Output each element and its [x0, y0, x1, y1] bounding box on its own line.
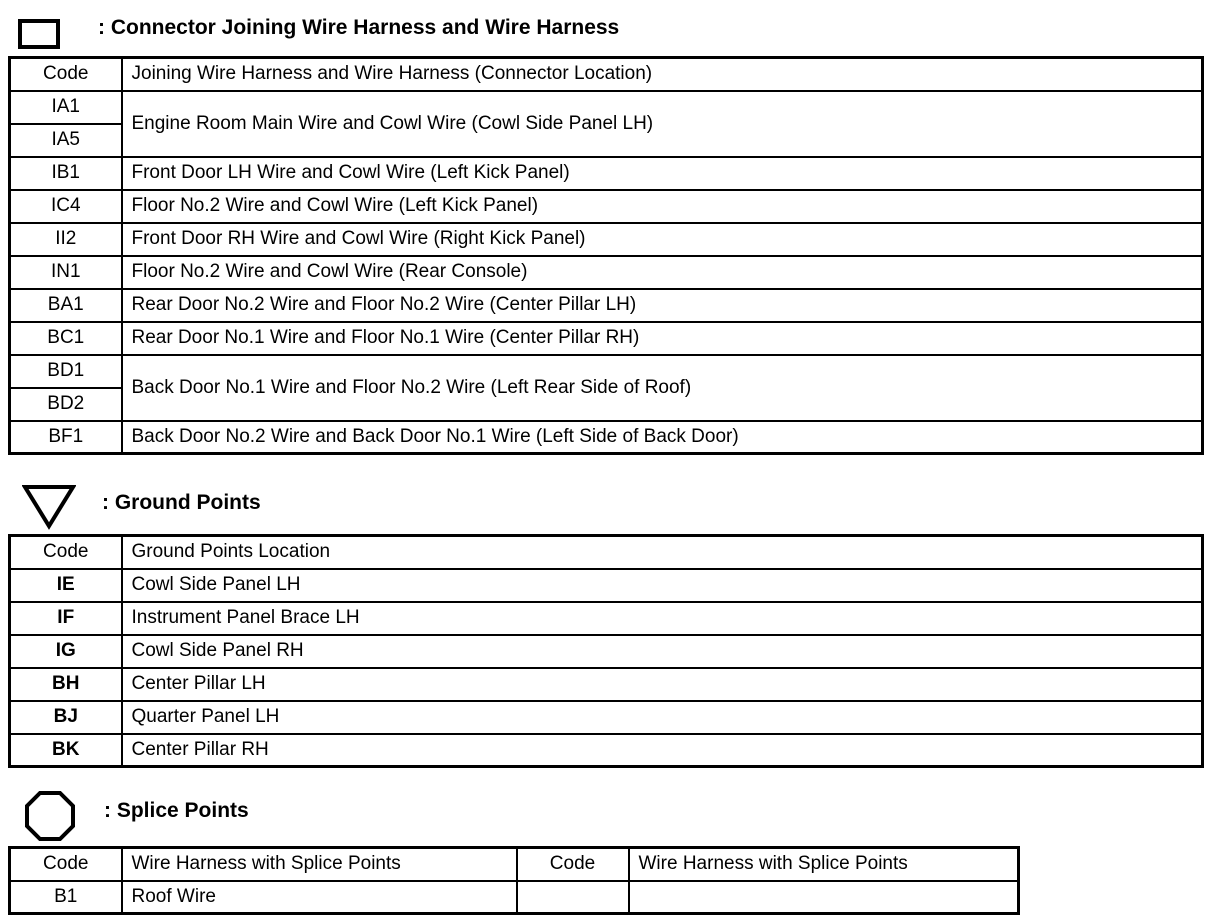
splice-harness-2 [629, 881, 1019, 914]
header-code-1: Code [10, 848, 122, 881]
table-row [10, 289, 1203, 322]
triangle-symbol-icon [22, 484, 76, 530]
connector-location: Rear Door No.1 Wire and Floor No.1 Wire (Center Pillar RH) [122, 322, 1203, 355]
connector-location: Back Door No.2 Wire and Back Door No.1 Wire (Left Side of Back Door) [122, 421, 1203, 454]
table-header-row [10, 536, 1203, 569]
ground-code: BH [10, 668, 122, 701]
header-harness-1: Wire Harness with Splice Points [122, 848, 517, 881]
grounds-table [8, 534, 1204, 768]
ground-code: IG [10, 635, 122, 668]
table-row [10, 734, 1203, 767]
ground-location: Instrument Panel Brace LH [122, 602, 1203, 635]
connector-location: Front Door RH Wire and Cowl Wire (Right Kick Panel) [122, 223, 1203, 256]
ground-location: Center Pillar RH [122, 734, 1203, 767]
connector-location: Rear Door No.2 Wire and Floor No.2 Wire (Center Pillar LH) [122, 289, 1203, 322]
connector-code: IA5 [10, 124, 122, 157]
connectors-table [8, 56, 1204, 455]
splices-table [8, 846, 1020, 915]
connector-code: IC4 [10, 190, 122, 223]
ground-code: BJ [10, 701, 122, 734]
connector-location: Front Door LH Wire and Cowl Wire (Left Kick Panel) [122, 157, 1203, 190]
connector-code: BC1 [10, 322, 122, 355]
splice-harness-1: Roof Wire [122, 881, 517, 914]
square-symbol-icon [18, 19, 60, 49]
connector-location: Engine Room Main Wire and Cowl Wire (Cowl Side Panel LH) [122, 91, 1203, 157]
table-row [10, 635, 1203, 668]
table-row [10, 256, 1203, 289]
connector-code: IB1 [10, 157, 122, 190]
table-row [10, 355, 1203, 388]
header-location: Ground Points Location [122, 536, 1203, 569]
connector-location: Floor No.2 Wire and Cowl Wire (Rear Console) [122, 256, 1203, 289]
ground-location: Center Pillar LH [122, 668, 1203, 701]
splice-code-1: B1 [10, 881, 122, 914]
table-row [10, 701, 1203, 734]
connector-code: BA1 [10, 289, 122, 322]
connectors-section-title: : Connector Joining Wire Harness and Wire Harness [98, 16, 620, 39]
ground-location: Quarter Panel LH [122, 701, 1203, 734]
header-code: Code [10, 536, 122, 569]
splices-section-title: : Splice Points [104, 799, 249, 822]
grounds-section-title: : Ground Points [102, 491, 261, 514]
ground-code: BK [10, 734, 122, 767]
connector-location: Floor No.2 Wire and Cowl Wire (Left Kick Panel) [122, 190, 1203, 223]
ground-location: Cowl Side Panel RH [122, 635, 1203, 668]
connector-code: IN1 [10, 256, 122, 289]
connector-code: BD2 [10, 388, 122, 421]
table-row [10, 190, 1203, 223]
table-header-row [10, 58, 1203, 91]
ground-code: IF [10, 602, 122, 635]
table-row [10, 157, 1203, 190]
header-code-2: Code [517, 848, 629, 881]
table-row [10, 421, 1203, 454]
table-row [10, 91, 1203, 124]
header-code: Code [10, 58, 122, 91]
connector-code: II2 [10, 223, 122, 256]
table-row [10, 223, 1203, 256]
ground-code: IE [10, 569, 122, 602]
connector-code: IA1 [10, 91, 122, 124]
table-row [10, 668, 1203, 701]
connector-code: BF1 [10, 421, 122, 454]
table-row [10, 322, 1203, 355]
table-row [10, 602, 1203, 635]
table-row [10, 881, 1019, 914]
header-location: Joining Wire Harness and Wire Harness (Connector Location) [122, 58, 1203, 91]
header-harness-2: Wire Harness with Splice Points [629, 848, 1019, 881]
ground-location: Cowl Side Panel LH [122, 569, 1203, 602]
table-row [10, 569, 1203, 602]
octagon-symbol-icon [24, 790, 76, 842]
connector-location: Back Door No.1 Wire and Floor No.2 Wire (Left Rear Side of Roof) [122, 355, 1203, 421]
splice-code-2 [517, 881, 629, 914]
table-header-row [10, 848, 1019, 881]
connector-code: BD1 [10, 355, 122, 388]
